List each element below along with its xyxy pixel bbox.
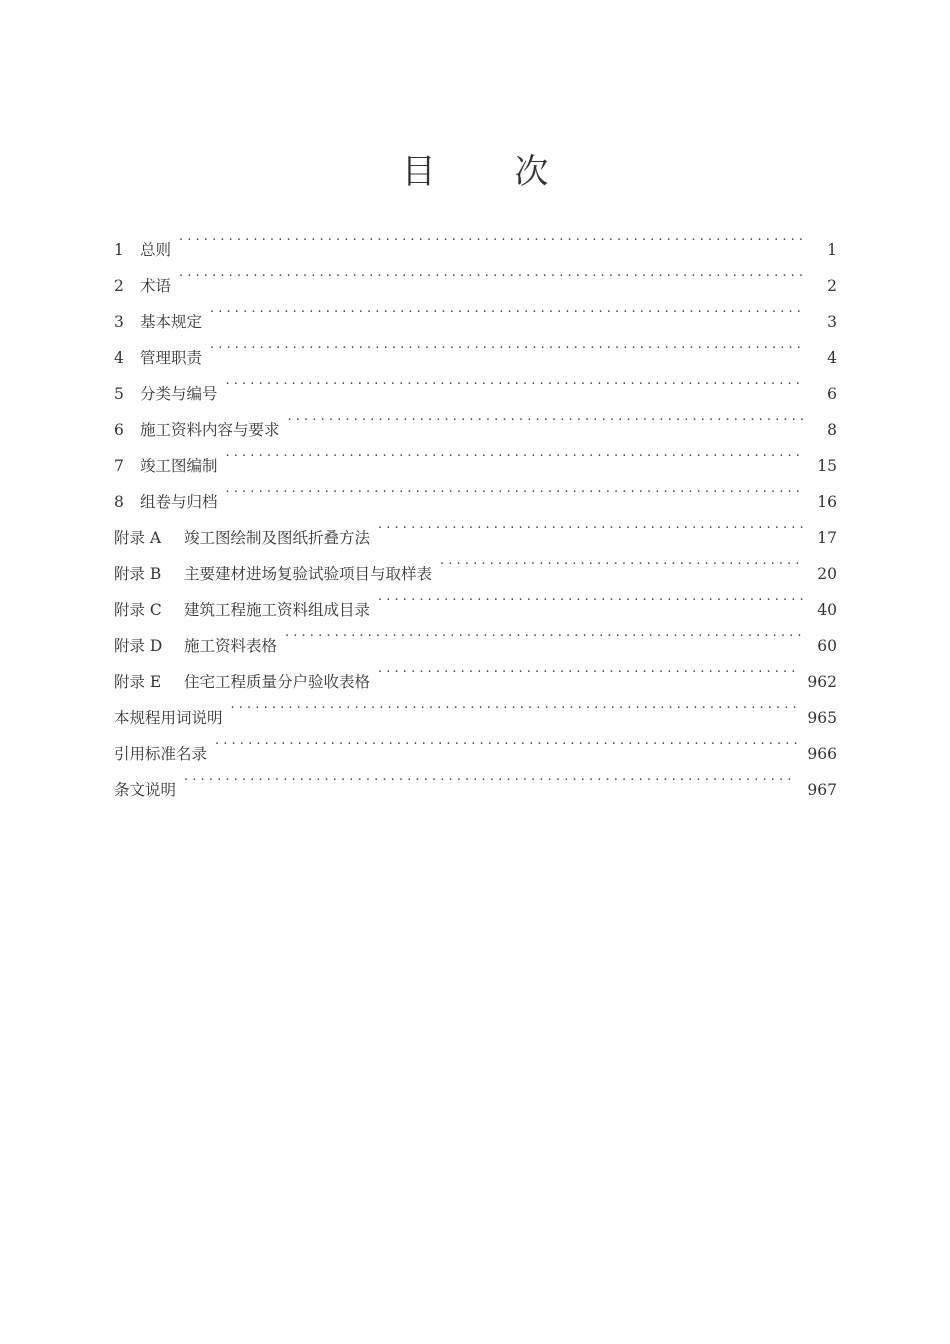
dot-leader <box>179 219 805 255</box>
dot-leader <box>226 363 805 399</box>
toc-entry-number: 附录 C <box>114 601 162 619</box>
toc-entry-page: 17 <box>817 529 837 547</box>
toc-entry-page: 15 <box>817 457 837 475</box>
toc-entry-5[interactable] <box>114 363 837 403</box>
dot-leader <box>378 579 805 615</box>
dot-leader <box>215 723 797 759</box>
dot-leader <box>440 543 805 579</box>
toc-entry-title: 管理职责 <box>140 349 203 367</box>
toc-entry-number: 7 <box>114 457 124 475</box>
toc-entry-title: 施工资料表格 <box>184 637 278 655</box>
toc-entry-number: 附录 D <box>114 637 163 655</box>
toc-entry-number: 6 <box>114 421 124 439</box>
toc-entry-number: 附录 E <box>114 673 162 691</box>
toc-entry-title: 住宅工程质量分户验收表格 <box>184 673 371 691</box>
toc-entry-page: 8 <box>827 421 837 439</box>
toc-entry-2[interactable] <box>114 255 837 295</box>
toc-entry-number: 1 <box>114 241 124 259</box>
toc-entry-page: 1 <box>827 241 837 259</box>
dot-leader <box>210 327 805 363</box>
toc-entry-number: 2 <box>114 277 124 295</box>
toc-entry-page: 60 <box>817 637 837 655</box>
dot-leader <box>210 291 805 327</box>
toc-entry-title: 建筑工程施工资料组成目录 <box>184 601 371 619</box>
toc-entry-number: 附录 A <box>114 529 162 547</box>
dot-leader <box>231 687 798 723</box>
toc-entry-title: 施工资料内容与要求 <box>140 421 280 439</box>
toc-entry-page: 40 <box>817 601 837 619</box>
toc-entry-page: 6 <box>827 385 837 403</box>
page-title: 目 次 <box>401 152 583 192</box>
toc-entry-title: 竣工图编制 <box>140 457 218 475</box>
toc-entry-8[interactable] <box>114 471 837 511</box>
toc-entry-3[interactable] <box>114 291 837 331</box>
toc-entry-page: 966 <box>807 745 837 763</box>
toc-entry-title: 主要建材进场复验试验项目与取样表 <box>184 565 433 583</box>
toc-entry-page: 965 <box>807 709 837 727</box>
toc-entry-page: 4 <box>827 349 837 367</box>
toc-entry-number: 附录 B <box>114 565 162 583</box>
toc-entry-title: 竣工图绘制及图纸折叠方法 <box>184 529 371 547</box>
toc-entry-page: 967 <box>807 781 837 799</box>
toc-entry-page: 2 <box>827 277 837 295</box>
toc-entry-referenced-standards[interactable] <box>114 723 837 763</box>
toc-entry-page: 962 <box>807 673 837 691</box>
dot-leader <box>288 399 805 435</box>
toc-entry-title: 基本规定 <box>140 313 203 331</box>
toc-entry-title: 本规程用词说明 <box>114 709 223 727</box>
toc-entry-page: 3 <box>827 313 837 331</box>
toc-entry-6[interactable] <box>114 399 837 439</box>
dot-leader <box>378 651 797 687</box>
table-of-contents <box>114 219 837 799</box>
toc-entry-appendix-a[interactable] <box>114 507 837 547</box>
toc-entry-number: 4 <box>114 349 124 367</box>
dot-leader <box>226 471 805 507</box>
toc-entry-title: 术语 <box>140 277 172 295</box>
toc-entry-title: 组卷与归档 <box>140 493 218 511</box>
toc-entry-number: 3 <box>114 313 124 331</box>
dot-leader <box>378 507 805 543</box>
dot-leader <box>179 255 805 291</box>
dot-leader <box>226 435 805 471</box>
toc-entry-number: 5 <box>114 385 124 403</box>
toc-entry-page: 16 <box>817 493 837 511</box>
toc-entry-page: 20 <box>817 565 837 583</box>
toc-entry-1[interactable] <box>114 219 837 259</box>
toc-entry-title: 总则 <box>140 241 172 259</box>
toc-entry-number: 8 <box>114 493 124 511</box>
toc-entry-title: 引用标准名录 <box>114 745 208 763</box>
toc-entry-title: 分类与编号 <box>140 385 218 403</box>
dot-leader <box>285 615 805 651</box>
toc-entry-4[interactable] <box>114 327 837 367</box>
toc-entry-clause-explanation[interactable] <box>114 759 837 799</box>
toc-entry-title: 条文说明 <box>114 781 177 799</box>
dot-leader <box>184 759 797 795</box>
